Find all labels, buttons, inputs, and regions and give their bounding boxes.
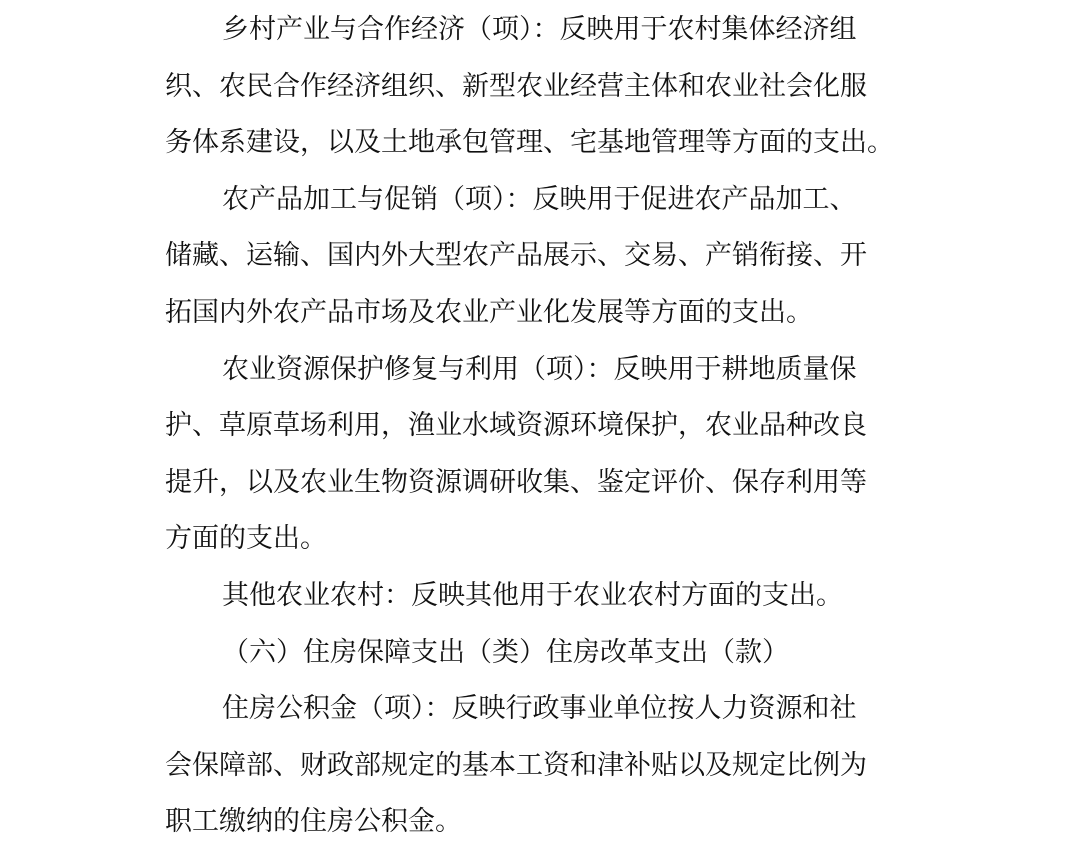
paragraph-rural-industry-line-2: 织、农民合作经济组织、新型农业经营主体和农业社会化服 bbox=[165, 70, 867, 102]
paragraph-housing-fund-line-1: 住房公积金（项）：反映行政事业单位按人力资源和社 bbox=[222, 693, 857, 725]
paragraph-agri-processing-line-3: 拓国内外农产品市场及农业产业化发展等方面的支出。 bbox=[165, 296, 813, 328]
paragraph-housing-fund-line-2: 会保障部、财政部规定的基本工资和津补贴以及规定比例为 bbox=[165, 749, 867, 781]
paragraph-resource-protection-line-3: 提升，以及农业生物资源调研收集、鉴定评价、保存利用等 bbox=[165, 466, 867, 498]
paragraph-other-agriculture: 其他农业农村：反映其他用于农业农村方面的支出。 bbox=[222, 579, 843, 611]
section-heading-housing: （六）住房保障支出（类）住房改革支出（款） bbox=[222, 636, 789, 668]
document-body bbox=[165, 2, 925, 851]
paragraph-resource-protection-line-1: 农业资源保护修复与利用（项）：反映用于耕地质量保 bbox=[222, 353, 857, 385]
paragraph-resource-protection-line-2: 护、草原草场利用，渔业水域资源环境保护，农业品种改良 bbox=[165, 410, 867, 442]
paragraph-agri-processing-line-2: 储藏、运输、国内外大型农产品展示、交易、产销衔接、开 bbox=[165, 240, 867, 272]
paragraph-rural-industry-line-3: 务体系建设，以及土地承包管理、宅基地管理等方面的支出。 bbox=[165, 127, 894, 159]
paragraph-rural-industry-line-1: 乡村产业与合作经济（项）：反映用于农村集体经济组 bbox=[222, 14, 857, 45]
paragraph-resource-protection-line-4: 方面的支出。 bbox=[165, 523, 327, 555]
paragraph-housing-fund-line-3: 职工缴纳的住房公积金。 bbox=[165, 806, 462, 838]
paragraph-agri-processing-line-1: 农产品加工与促销（项）：反映用于促进农产品加工、 bbox=[222, 183, 857, 215]
